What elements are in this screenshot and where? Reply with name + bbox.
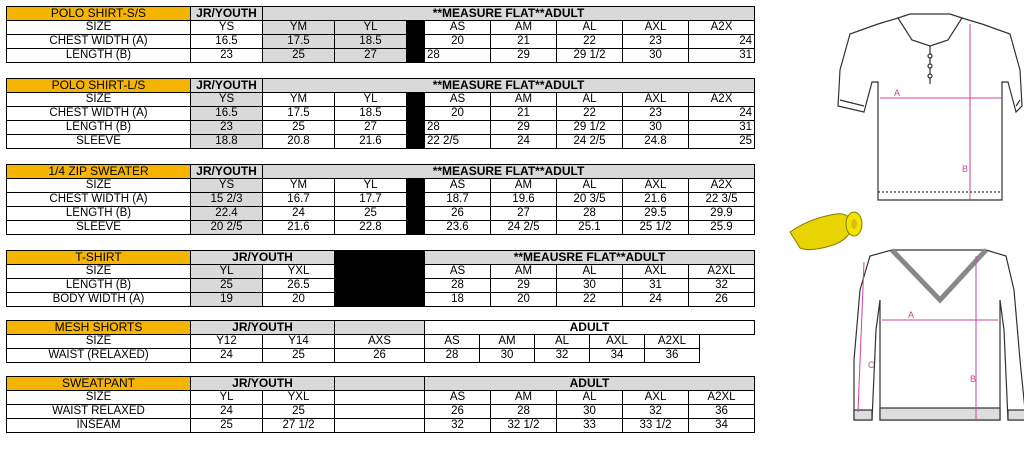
cell: YXL bbox=[263, 265, 335, 279]
cell: 22.4 bbox=[191, 207, 263, 221]
cell: 30 bbox=[480, 349, 535, 363]
divider-cell bbox=[407, 93, 425, 107]
polo-mark-b: B bbox=[962, 164, 969, 174]
cell: 20 bbox=[263, 293, 335, 307]
cell: YL bbox=[335, 93, 407, 107]
cell: 24 bbox=[191, 349, 263, 363]
cell: 28 bbox=[491, 405, 557, 419]
tshirt-table bbox=[6, 250, 755, 307]
polo-ss-table-wrap bbox=[6, 6, 755, 63]
cell: 30 bbox=[623, 121, 689, 135]
cell: 23 bbox=[191, 49, 263, 63]
gap-cell bbox=[335, 321, 425, 335]
sweater-illustration bbox=[854, 250, 1024, 420]
cell: YS bbox=[191, 93, 263, 107]
divider-cell bbox=[407, 207, 425, 221]
divider-cell bbox=[407, 193, 425, 207]
cell: AM bbox=[491, 179, 557, 193]
cell: 18 bbox=[425, 293, 491, 307]
cell: 22 bbox=[557, 293, 623, 307]
cell: 29 1/2 bbox=[557, 121, 623, 135]
cell: 34 bbox=[590, 349, 645, 363]
shorts-table bbox=[6, 320, 755, 363]
cell: 22 3/5 bbox=[689, 193, 755, 207]
cell: 21 bbox=[491, 35, 557, 49]
cell: AXS bbox=[335, 335, 425, 349]
cell: A2XL bbox=[689, 391, 755, 405]
cell: 25 bbox=[191, 419, 263, 433]
row-label: SIZE bbox=[7, 21, 191, 35]
cell: 23.6 bbox=[425, 221, 491, 235]
cell: 23 bbox=[623, 107, 689, 121]
cell: YM bbox=[263, 179, 335, 193]
cell: 24 bbox=[491, 135, 557, 149]
adult-header: **MEAUSRE FLAT**ADULT bbox=[425, 251, 755, 265]
cell: AXL bbox=[623, 93, 689, 107]
polo-ss-table bbox=[6, 6, 755, 63]
cell: 19 bbox=[191, 293, 263, 307]
cell: 23 bbox=[191, 121, 263, 135]
cell: 28 bbox=[425, 49, 491, 63]
cell: 21.6 bbox=[335, 135, 407, 149]
row-label: SIZE bbox=[7, 335, 191, 349]
cell: 36 bbox=[645, 349, 700, 363]
cell: YXL bbox=[263, 391, 335, 405]
cell: 26 bbox=[335, 349, 425, 363]
cell: A2XL bbox=[645, 335, 700, 349]
row-label: LENGTH (B) bbox=[7, 207, 191, 221]
gap-cell bbox=[335, 377, 425, 391]
cell: AM bbox=[480, 335, 535, 349]
cell: 28 bbox=[425, 279, 491, 293]
cell: 24 bbox=[623, 293, 689, 307]
cell: 21.6 bbox=[623, 193, 689, 207]
cell: AXL bbox=[590, 335, 645, 349]
sweatpant-table-wrap bbox=[6, 376, 755, 433]
cell: 29.9 bbox=[689, 207, 755, 221]
cell: 20 3/5 bbox=[557, 193, 623, 207]
adult-header: ADULT bbox=[425, 321, 755, 335]
cell: 22.8 bbox=[335, 221, 407, 235]
cell: 25 bbox=[335, 207, 407, 221]
sweater-mark-a: A bbox=[908, 310, 915, 320]
sweater-table bbox=[6, 164, 755, 235]
cell: Y12 bbox=[191, 335, 263, 349]
gap-cell bbox=[335, 391, 425, 405]
row-label: CHEST WIDTH (A) bbox=[7, 107, 191, 121]
tshirt-table-wrap bbox=[6, 250, 755, 307]
cell: AS bbox=[425, 391, 491, 405]
cell: 29 bbox=[491, 49, 557, 63]
cell: 17.5 bbox=[263, 35, 335, 49]
cell: 16.5 bbox=[191, 35, 263, 49]
cell: 25 bbox=[191, 279, 263, 293]
divider-cell bbox=[407, 221, 425, 235]
polo-ls-table bbox=[6, 78, 755, 149]
cell: AL bbox=[557, 391, 623, 405]
cell: 28 bbox=[425, 121, 491, 135]
cell: 32 bbox=[623, 405, 689, 419]
cell: A2X bbox=[689, 21, 755, 35]
cell: AS bbox=[425, 21, 491, 35]
garment-illustrations bbox=[780, 0, 1024, 446]
cell: 23 bbox=[623, 35, 689, 49]
youth-header: JR/YOUTH bbox=[191, 377, 335, 391]
cell: YM bbox=[263, 21, 335, 35]
adult-header: **MEASURE FLAT**ADULT bbox=[263, 7, 755, 21]
polo-mark-a: A bbox=[894, 88, 901, 98]
sweatpant-table bbox=[6, 376, 755, 433]
cell: 33 bbox=[557, 419, 623, 433]
sweater-mark-b: B bbox=[970, 374, 977, 384]
row-label: LENGTH (B) bbox=[7, 49, 191, 63]
cell: AXL bbox=[623, 265, 689, 279]
cell: 30 bbox=[623, 49, 689, 63]
cell: 26.5 bbox=[263, 279, 335, 293]
section-title: POLO SHIRT-L/S bbox=[7, 79, 191, 93]
cell: 18.7 bbox=[425, 193, 491, 207]
cell: AS bbox=[425, 335, 480, 349]
row-label: WAIST RELAXED bbox=[7, 405, 191, 419]
cell: 27 bbox=[335, 49, 407, 63]
cell: 29.5 bbox=[623, 207, 689, 221]
section-title: SWEATPANT bbox=[7, 377, 191, 391]
cell: 17.5 bbox=[263, 107, 335, 121]
cell: AM bbox=[491, 265, 557, 279]
cell: 29 1/2 bbox=[557, 49, 623, 63]
cell: 31 bbox=[623, 279, 689, 293]
youth-header: JR/YOUTH bbox=[191, 251, 335, 265]
cell: 24 bbox=[263, 207, 335, 221]
cell: AXL bbox=[623, 391, 689, 405]
cell: 29 bbox=[491, 279, 557, 293]
row-label: SLEEVE bbox=[7, 135, 191, 149]
adult-header: **MEASURE FLAT**ADULT bbox=[263, 165, 755, 179]
cell: 26 bbox=[689, 293, 755, 307]
cell: 24 bbox=[191, 405, 263, 419]
youth-header: JR/YOUTH bbox=[191, 165, 263, 179]
cell: AM bbox=[491, 93, 557, 107]
youth-header: JR/YOUTH bbox=[191, 321, 335, 335]
cell: 20 bbox=[425, 107, 491, 121]
cell: YL bbox=[335, 179, 407, 193]
cell: 21.6 bbox=[263, 221, 335, 235]
divider-cell bbox=[407, 107, 425, 121]
cell: YM bbox=[263, 93, 335, 107]
cell: 24 bbox=[689, 107, 755, 121]
cell: 20 2/5 bbox=[191, 221, 263, 235]
divider-cell bbox=[407, 49, 425, 63]
cell: AS bbox=[425, 265, 491, 279]
cell: AS bbox=[425, 179, 491, 193]
cell: AM bbox=[491, 21, 557, 35]
cell: 22 2/5 bbox=[425, 135, 491, 149]
gap-cell bbox=[335, 419, 425, 433]
cell: 25 bbox=[263, 405, 335, 419]
cell: AL bbox=[557, 265, 623, 279]
cell: 27 bbox=[491, 207, 557, 221]
cell: 27 1/2 bbox=[263, 419, 335, 433]
polo-ls-table-wrap bbox=[6, 78, 755, 149]
cell: AS bbox=[425, 93, 491, 107]
cell: 29 bbox=[491, 121, 557, 135]
cell: A2X bbox=[689, 179, 755, 193]
sweater-mark-c: C bbox=[868, 360, 875, 370]
divider-cell bbox=[407, 121, 425, 135]
cell: 24 2/5 bbox=[491, 221, 557, 235]
cell: 20 bbox=[425, 35, 491, 49]
row-label: SIZE bbox=[7, 265, 191, 279]
cell: 20.8 bbox=[263, 135, 335, 149]
cell: 22 bbox=[557, 107, 623, 121]
cell: 21 bbox=[491, 107, 557, 121]
cell: 32 bbox=[425, 419, 491, 433]
divider-cell bbox=[335, 251, 425, 307]
cell: 24.8 bbox=[623, 135, 689, 149]
cell: A2XL bbox=[689, 265, 755, 279]
cell: 25 bbox=[263, 349, 335, 363]
measuring-tape-icon bbox=[790, 212, 862, 250]
cell: 18.5 bbox=[335, 107, 407, 121]
cell: 17.7 bbox=[335, 193, 407, 207]
cell: YL bbox=[335, 21, 407, 35]
cell: 36 bbox=[689, 405, 755, 419]
cell: 25 bbox=[263, 121, 335, 135]
cell: Y14 bbox=[263, 335, 335, 349]
cell: 25.1 bbox=[557, 221, 623, 235]
cell: 22 bbox=[557, 35, 623, 49]
cell: 25.9 bbox=[689, 221, 755, 235]
section-title: 1/4 ZIP SWEATER bbox=[7, 165, 191, 179]
cell: 25 bbox=[263, 49, 335, 63]
cell: AXL bbox=[623, 21, 689, 35]
cell: 34 bbox=[689, 419, 755, 433]
cell: 25 bbox=[689, 135, 755, 149]
cell: AL bbox=[535, 335, 590, 349]
row-label: BODY WIDTH (A) bbox=[7, 293, 191, 307]
cell: 28 bbox=[425, 349, 480, 363]
divider-cell bbox=[407, 35, 425, 49]
cell: 25 1/2 bbox=[623, 221, 689, 235]
divider-cell bbox=[407, 21, 425, 35]
cell: YS bbox=[191, 21, 263, 35]
adult-header: **MEASURE FLAT**ADULT bbox=[263, 79, 755, 93]
garment-figures bbox=[780, 0, 1024, 446]
row-label: INSEAM bbox=[7, 419, 191, 433]
cell: 18.5 bbox=[335, 35, 407, 49]
section-title: POLO SHIRT-S/S bbox=[7, 7, 191, 21]
adult-header: ADULT bbox=[425, 377, 755, 391]
cell: YL bbox=[191, 265, 263, 279]
sweater-table-wrap bbox=[6, 164, 755, 235]
divider-cell bbox=[407, 135, 425, 149]
cell: 30 bbox=[557, 405, 623, 419]
cell: AL bbox=[557, 93, 623, 107]
cell: 18.8 bbox=[191, 135, 263, 149]
cell: 32 bbox=[535, 349, 590, 363]
cell: 28 bbox=[557, 207, 623, 221]
row-label: SLEEVE bbox=[7, 221, 191, 235]
cell: 27 bbox=[335, 121, 407, 135]
youth-header: JR/YOUTH bbox=[191, 79, 263, 93]
cell: 33 1/2 bbox=[623, 419, 689, 433]
cell: A2X bbox=[689, 93, 755, 107]
cell: 24 2/5 bbox=[557, 135, 623, 149]
shorts-table-wrap bbox=[6, 320, 755, 363]
cell: AM bbox=[491, 391, 557, 405]
cell: 31 bbox=[689, 49, 755, 63]
cell: AL bbox=[557, 21, 623, 35]
cell: 16.7 bbox=[263, 193, 335, 207]
cell: 26 bbox=[425, 405, 491, 419]
polo-shirt-illustration bbox=[838, 14, 1022, 200]
cell: 32 1/2 bbox=[491, 419, 557, 433]
row-label: LENGTH (B) bbox=[7, 279, 191, 293]
row-label: SIZE bbox=[7, 179, 191, 193]
cell: AXL bbox=[623, 179, 689, 193]
cell: 15 2/3 bbox=[191, 193, 263, 207]
row-label: LENGTH (B) bbox=[7, 121, 191, 135]
cell: 26 bbox=[425, 207, 491, 221]
cell: 16.5 bbox=[191, 107, 263, 121]
cell: 19.6 bbox=[491, 193, 557, 207]
row-label: SIZE bbox=[7, 391, 191, 405]
cell: 32 bbox=[689, 279, 755, 293]
cell: 24 bbox=[689, 35, 755, 49]
youth-header: JR/YOUTH bbox=[191, 7, 263, 21]
row-label: CHEST WIDTH (A) bbox=[7, 35, 191, 49]
cell: AL bbox=[557, 179, 623, 193]
cell: 31 bbox=[689, 121, 755, 135]
cell: YS bbox=[191, 179, 263, 193]
section-title: T-SHIRT bbox=[7, 251, 191, 265]
row-label: WAIST (RELAXED) bbox=[7, 349, 191, 363]
row-label: CHEST WIDTH (A) bbox=[7, 193, 191, 207]
cell: YL bbox=[191, 391, 263, 405]
section-title: MESH SHORTS bbox=[7, 321, 191, 335]
gap-cell bbox=[335, 405, 425, 419]
cell: 20 bbox=[491, 293, 557, 307]
cell: 30 bbox=[557, 279, 623, 293]
row-label: SIZE bbox=[7, 93, 191, 107]
divider-cell bbox=[407, 179, 425, 193]
